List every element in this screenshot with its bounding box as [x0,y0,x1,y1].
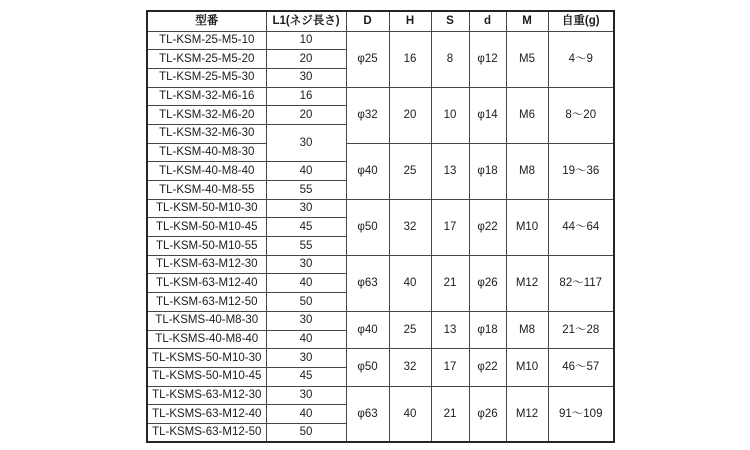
m-cell: M8 [506,143,548,199]
d-cell: φ12 [469,31,506,87]
col-header-weight: 自重(g) [548,11,614,31]
s-cell: 17 [431,349,469,386]
col-header-M: M [506,11,548,31]
l1-cell: 16 [266,87,346,106]
l1-cell: 30 [266,199,346,218]
l1-cell: 55 [266,237,346,256]
table-row [147,311,614,330]
h-cell: 25 [389,143,431,199]
m-cell: M12 [506,386,548,442]
model-cell: TL-KSM-50-M10-45 [147,218,266,237]
model-cell: TL-KSMS-63-M12-50 [147,423,266,442]
model-cell: TL-KSM-50-M10-30 [147,199,266,218]
model-cell: TL-KSMS-63-M12-40 [147,405,266,424]
model-cell: TL-KSM-63-M12-50 [147,293,266,312]
col-header-d: d [469,11,506,31]
s-cell: 13 [431,143,469,199]
weight-cell: 21～28 [548,311,614,348]
col-header-l1: L1(ネジ長さ) [266,11,346,31]
m-cell: M10 [506,199,548,255]
l1-cell: 45 [266,218,346,237]
model-cell: TL-KSM-25-M5-30 [147,68,266,87]
m-cell: M8 [506,311,548,348]
s-cell: 13 [431,311,469,348]
model-cell: TL-KSM-40-M8-40 [147,162,266,181]
model-cell: TL-KSMS-40-M8-40 [147,330,266,349]
d-cell: φ22 [469,349,506,386]
table-row [147,87,614,106]
h-cell: 32 [389,349,431,386]
d-cell: φ26 [469,386,506,442]
s-cell: 21 [431,386,469,442]
spec-table [146,10,615,443]
l1-cell: 20 [266,106,346,125]
d-cell: φ26 [469,255,506,311]
m-cell: M10 [506,349,548,386]
s-cell: 10 [431,87,469,143]
model-cell: TL-KSM-40-M8-30 [147,143,266,162]
d-dia-cell: φ63 [346,386,389,442]
l1-cell: 40 [266,405,346,424]
weight-cell: 8～20 [548,87,614,143]
l1-cell: 30 [266,311,346,330]
col-header-D: D [346,11,389,31]
col-header-S: S [431,11,469,31]
l1-cell: 45 [266,367,346,386]
model-cell: TL-KSMS-40-M8-30 [147,311,266,330]
d-cell: φ18 [469,311,506,348]
model-cell: TL-KSM-63-M12-30 [147,255,266,274]
d-cell: φ18 [469,143,506,199]
s-cell: 17 [431,199,469,255]
m-cell: M6 [506,87,548,143]
weight-cell: 82～117 [548,255,614,311]
s-cell: 21 [431,255,469,311]
d-dia-cell: φ50 [346,199,389,255]
model-cell: TL-KSM-32-M6-30 [147,124,266,143]
weight-cell: 4～9 [548,31,614,87]
h-cell: 40 [389,255,431,311]
table-row [147,255,614,274]
weight-cell: 44～64 [548,199,614,255]
weight-cell: 19～36 [548,143,614,199]
h-cell: 32 [389,199,431,255]
d-dia-cell: φ32 [346,87,389,143]
d-dia-cell: φ63 [346,255,389,311]
model-cell: TL-KSM-50-M10-55 [147,237,266,256]
col-header-H: H [389,11,431,31]
h-cell: 40 [389,386,431,442]
h-cell: 16 [389,31,431,87]
s-cell: 8 [431,31,469,87]
h-cell: 20 [389,87,431,143]
d-cell: φ22 [469,199,506,255]
m-cell: M12 [506,255,548,311]
l1-cell: 30 [266,68,346,87]
d-dia-cell: φ40 [346,143,389,199]
weight-cell: 91～109 [548,386,614,442]
model-cell: TL-KSM-63-M12-40 [147,274,266,293]
model-cell: TL-KSMS-50-M10-45 [147,367,266,386]
l1-cell: 40 [266,330,346,349]
h-cell: 25 [389,311,431,348]
l1-cell: 10 [266,31,346,50]
table-row [147,386,614,405]
l1-cell: 40 [266,274,346,293]
model-cell: TL-KSM-25-M5-20 [147,50,266,69]
d-dia-cell: φ25 [346,31,389,87]
d-dia-cell: φ50 [346,349,389,386]
model-cell: TL-KSM-32-M6-16 [147,87,266,106]
model-cell: TL-KSM-32-M6-20 [147,106,266,125]
weight-cell: 46～57 [548,349,614,386]
col-header-model: 型番 [147,11,266,31]
d-cell: φ14 [469,87,506,143]
l1-cell: 30 [266,386,346,405]
model-cell: TL-KSMS-50-M10-30 [147,349,266,368]
d-dia-cell: φ40 [346,311,389,348]
table-row [147,349,614,368]
l1-cell: 30 [266,124,346,161]
l1-cell: 50 [266,423,346,442]
table-row [147,199,614,218]
m-cell: M5 [506,31,548,87]
l1-cell: 30 [266,255,346,274]
model-cell: TL-KSM-25-M5-10 [147,31,266,50]
table-row [147,143,614,162]
l1-cell: 20 [266,50,346,69]
table-row [147,31,614,50]
model-cell: TL-KSM-40-M8-55 [147,181,266,200]
l1-cell: 40 [266,162,346,181]
l1-cell: 30 [266,349,346,368]
model-cell: TL-KSMS-63-M12-30 [147,386,266,405]
l1-cell: 50 [266,293,346,312]
header-row [147,11,614,31]
l1-cell: 55 [266,181,346,200]
